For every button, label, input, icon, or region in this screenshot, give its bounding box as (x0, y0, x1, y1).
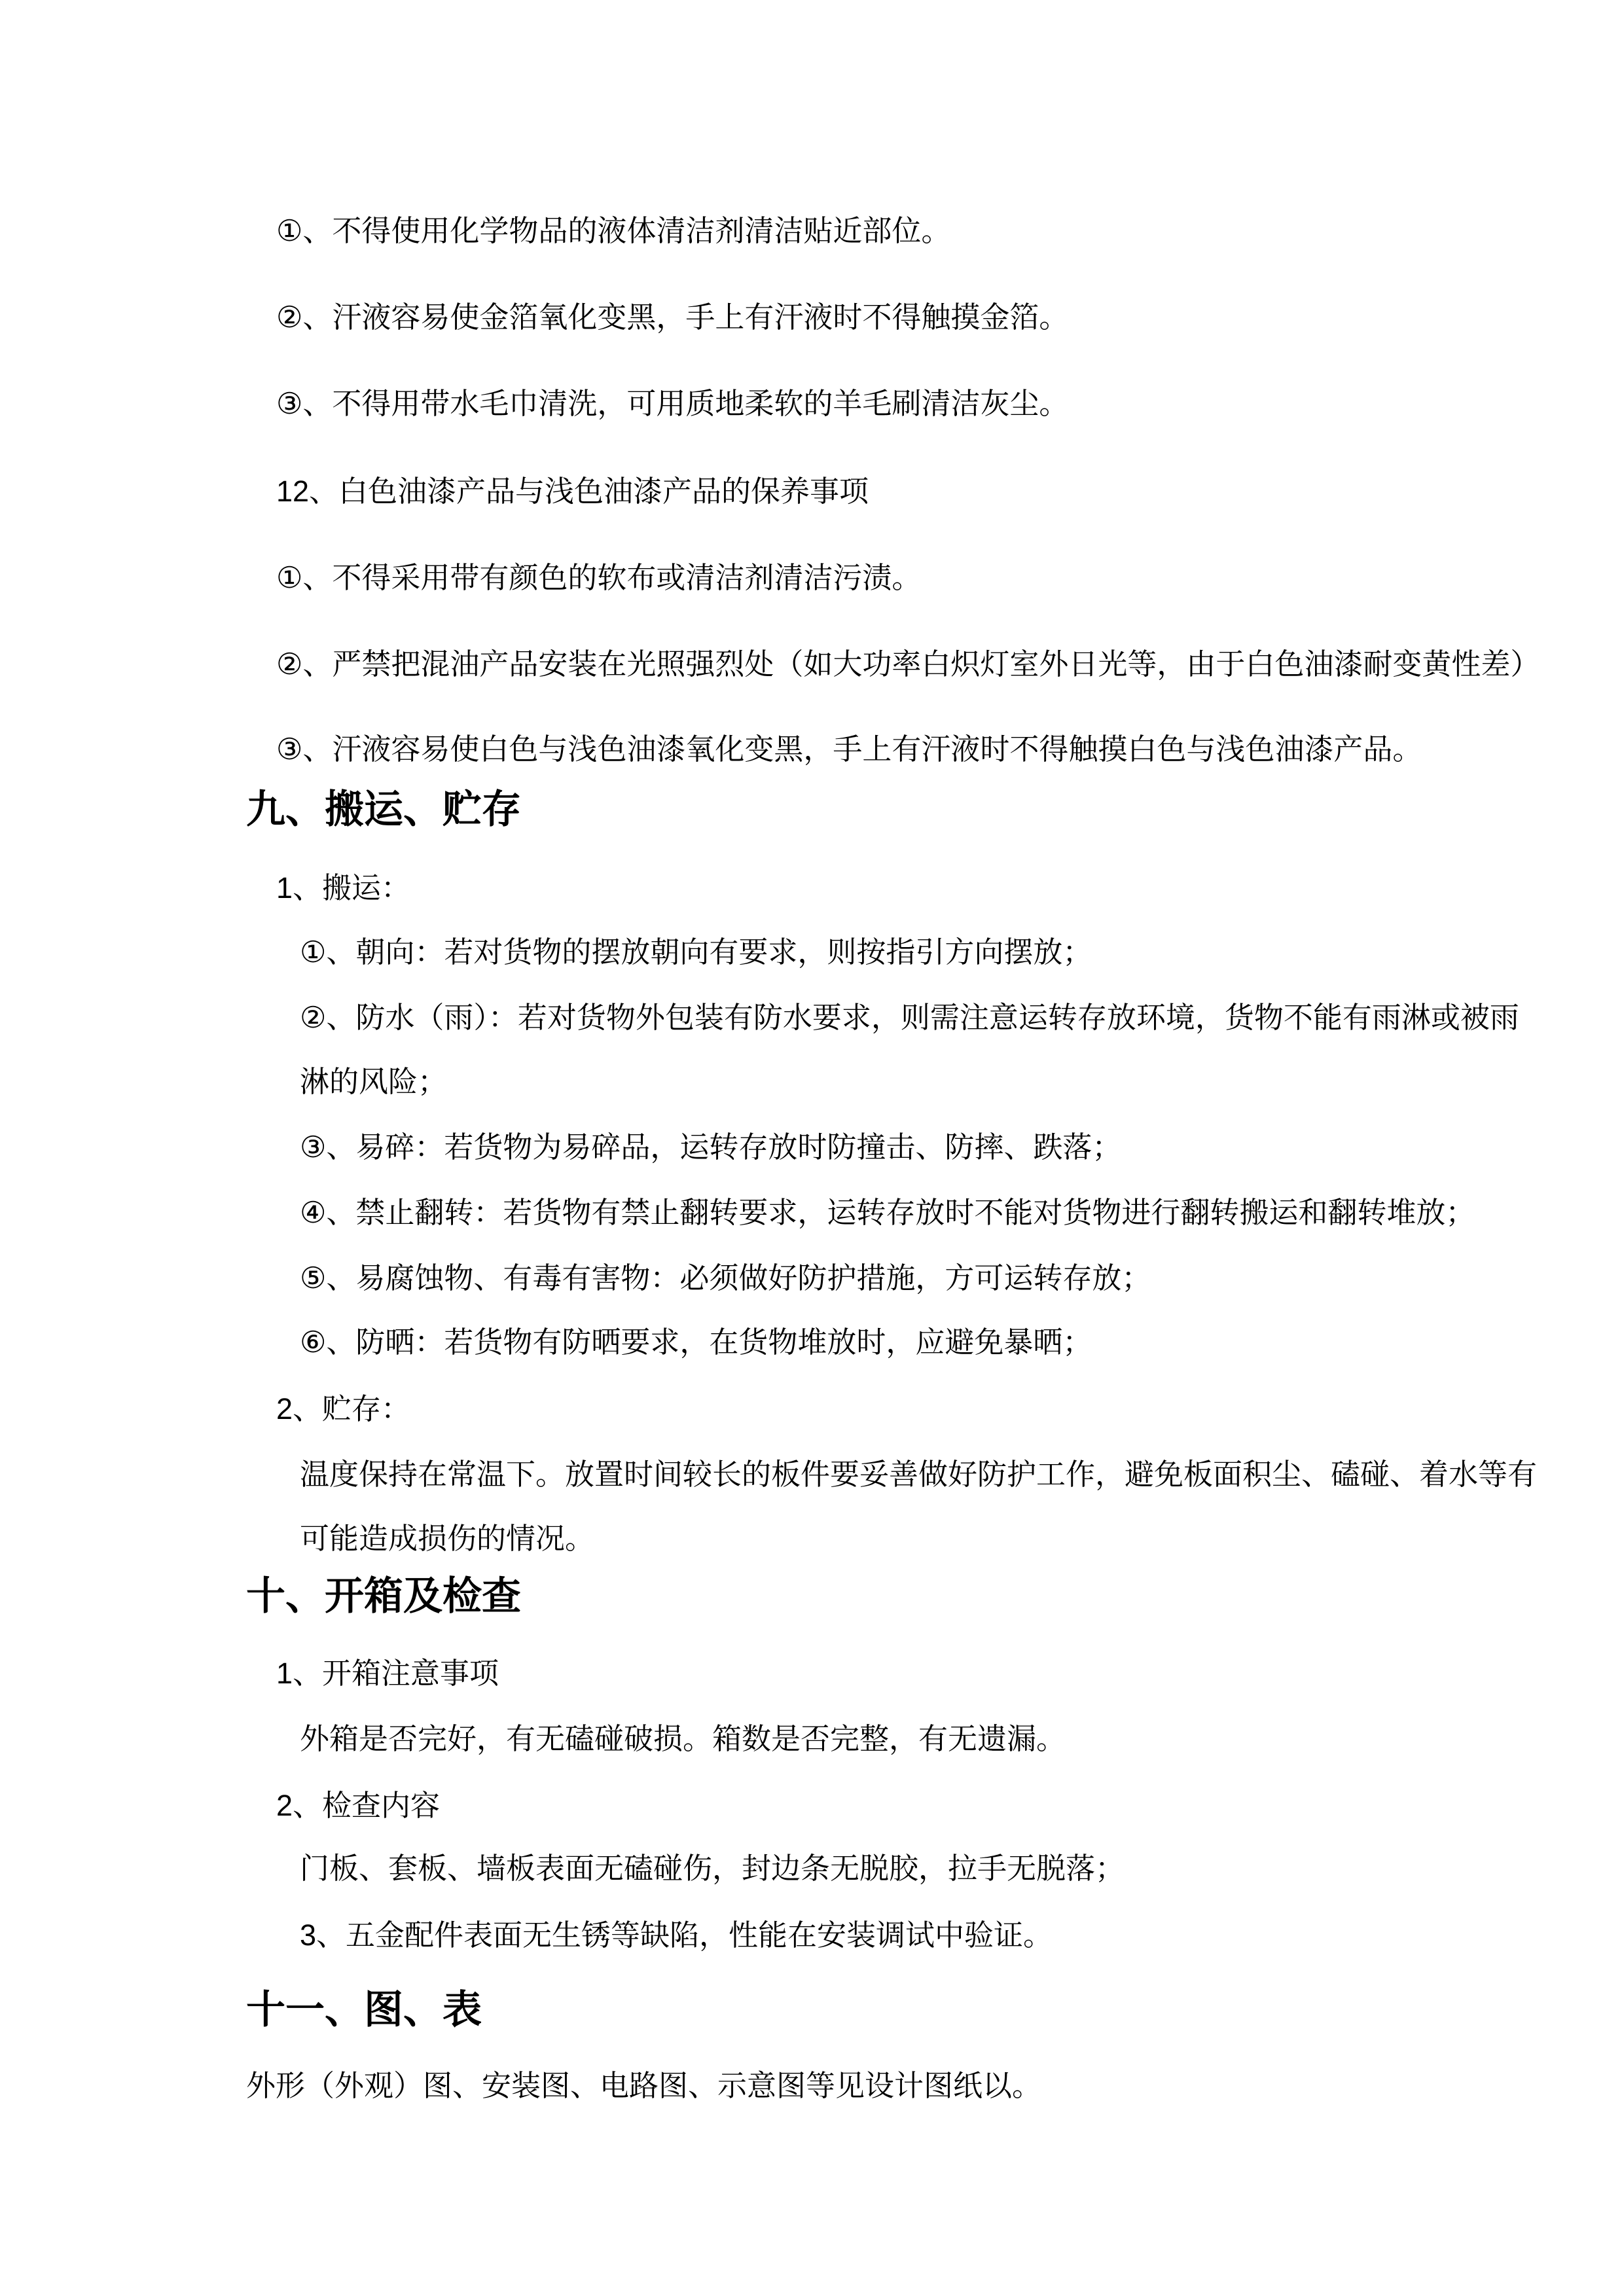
maintenance-note-line: ①、不得使用化学物品的液体清洁剂清洁贴近部位。 (276, 214, 951, 247)
heading-section-9-handling-storage: 九、搬运、贮存 (246, 787, 521, 831)
handling-item-line: ⑤、易腐蚀物、有毒有害物：必须做好防护措施，方可运转存放； (300, 1261, 1151, 1295)
handling-item-line: ②、防水（雨）：若对货物外包装有防水要求，则需注意运转存放环境，货物不能有雨淋或被雨 (300, 1001, 1519, 1034)
heading-section-10-unpacking-inspection: 十、开箱及检查 (246, 1574, 521, 1618)
maintenance-note-line: ①、不得采用带有颜色的软布或清洁剂清洁污渍。 (276, 561, 922, 594)
unpacking-body-line: 外箱是否完好，有无磕碰破损。箱数是否完整，有无遗漏。 (300, 1722, 1066, 1755)
inspection-subtitle: 2、检查内容 (276, 1789, 441, 1822)
handling-item-line: ⑥、防晒：若货物有防晒要求，在货物堆放时，应避免暴晒； (300, 1325, 1092, 1359)
maintenance-note-line: ③、汗液容易使白色与浅色油漆氧化变黑，手上有汗液时不得触摸白色与浅色油漆产品。 (276, 732, 1422, 766)
handling-item-line: ①、朝向：若对货物的摆放朝向有要求，则按指引方向摆放； (300, 935, 1092, 969)
handling-item-line: ③、易碎：若货物为易碎品，运转存放时防撞击、防摔、跌落； (300, 1130, 1122, 1164)
maintenance-item-12: 12、白色油漆产品与浅色油漆产品的保养事项 (276, 475, 869, 508)
inspection-body-line: 门板、套板、墙板表面无磕碰伤，封边条无脱胶，拉手无脱落； (300, 1852, 1125, 1885)
storage-body-line: 可能造成损伤的情况。 (300, 1522, 595, 1555)
maintenance-note-line: ③、不得用带水毛巾清洗，可用质地柔软的羊毛刷清洁灰尘。 (276, 387, 1069, 420)
maintenance-note-line: ②、汗液容易使金箔氧化变黑，手上有汗液时不得触摸金箔。 (276, 300, 1069, 334)
inspection-body-line: 3、五金配件表面无生锈等缺陷，性能在安装调试中验证。 (300, 1918, 1053, 1952)
storage-body-line: 温度保持在常温下。放置时间较长的板件要妥善做好防护工作，避免板面积尘、磕碰、着水等有 (300, 1458, 1538, 1491)
heading-section-11-figures-tables: 十一、图、表 (246, 1988, 482, 2032)
maintenance-note-line: ②、严禁把混油产品安装在光照强烈处（如大功率白炽灯室外日光等，由于白色油漆耐变黄性差） (276, 647, 1540, 681)
figures-body-line: 外形（外观）图、安装图、电路图、示意图等见设计图纸以。 (246, 2069, 1042, 2102)
handling-item-line: 淋的风险； (300, 1065, 448, 1098)
unpacking-subtitle: 1、开箱注意事项 (276, 1657, 499, 1690)
storage-subtitle: 2、贮存： (276, 1392, 411, 1426)
handling-item-line: ④、禁止翻转：若货物有禁止翻转要求，运转存放时不能对货物进行翻转搬运和翻转堆放； (300, 1196, 1475, 1229)
handling-subtitle: 1、搬运： (276, 871, 411, 905)
